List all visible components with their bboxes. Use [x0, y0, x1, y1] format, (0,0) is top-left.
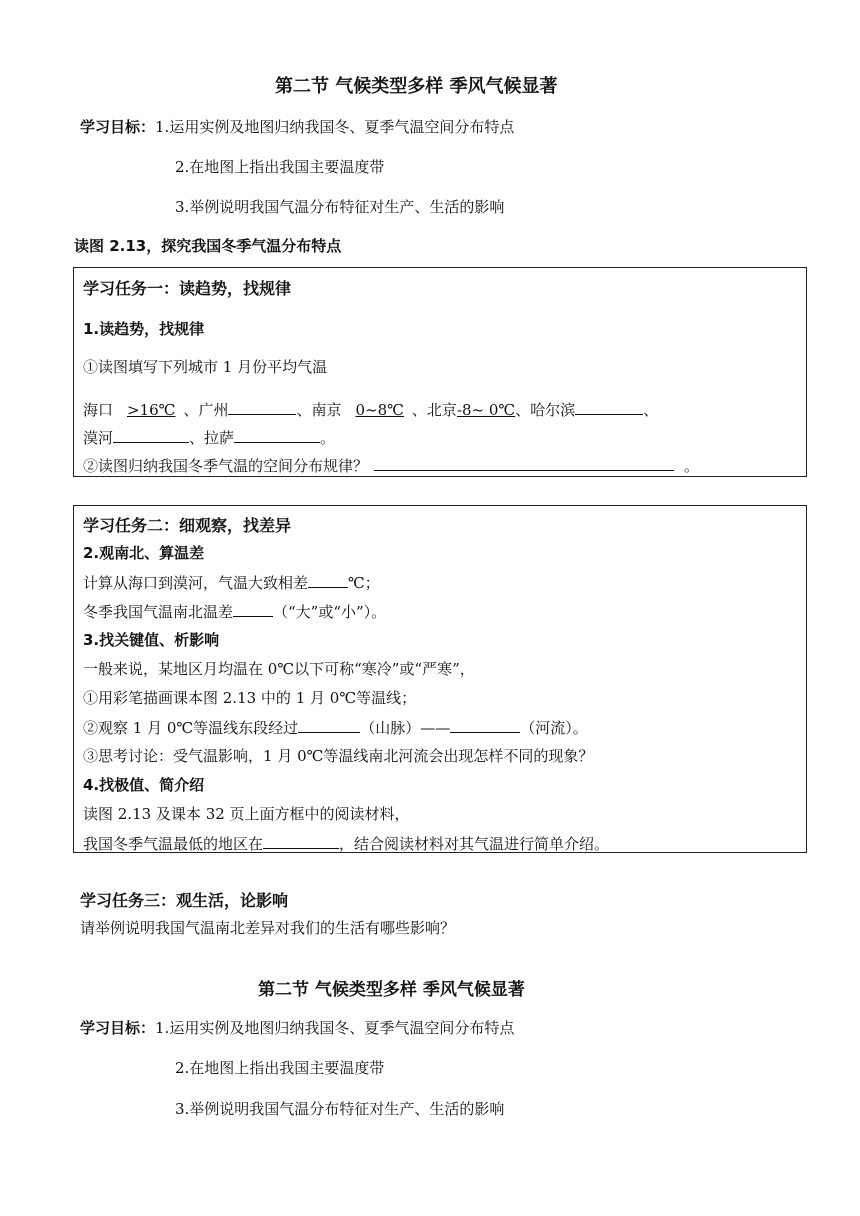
page2-objective-1: 1.运用实例及地图归纳我国冬、夏季气温空间分布特点 — [155, 1019, 515, 1037]
task3-title: 学习任务三：观生活，论影响 — [80, 891, 289, 910]
city-temp-row-2 — [83, 426, 335, 448]
task1-title: 学习任务一：读趋势，找规律 — [83, 279, 292, 298]
task1-subtitle: 1.读趋势，找规律 — [83, 320, 205, 338]
intro-text: 读图 2.13，探究我国冬季气温分布特点 — [74, 237, 342, 255]
task1-question-1: ①读图填写下列城市 1 月份平均气温 — [83, 358, 328, 376]
page2-objective-2: 2.在地图上指出我国主要温度带 — [175, 1059, 385, 1077]
task2-section-3: 3.找关键值、析影响 — [83, 631, 220, 649]
nanjing-value: 0~8℃ — [355, 401, 404, 419]
mountain-label: （山脉）—— — [360, 719, 451, 737]
question-2-text: ②读图归纳我国冬季气温的空间分布规律？ — [83, 457, 369, 475]
coldest-region-tail: ，结合阅读材料对其气温进行简单介绍。 — [339, 835, 610, 853]
task2-title: 学习任务二：细观察，找差异 — [83, 516, 292, 535]
city-beijing: 、北京 — [411, 401, 457, 419]
city-harbin: 、哈尔滨 — [515, 401, 576, 419]
mohe-blank[interactable] — [113, 426, 189, 443]
harbin-blank[interactable] — [575, 398, 643, 415]
coldest-region-line — [83, 832, 609, 854]
city-lasa: 、拉萨 — [189, 429, 235, 447]
river-blank[interactable] — [450, 716, 520, 733]
page2-title: 第二节 气候类型多样 季风气候显著 — [258, 980, 525, 1000]
coldest-region-blank[interactable] — [263, 832, 339, 849]
question-2-blank[interactable] — [374, 454, 674, 471]
separator: 、 — [643, 401, 659, 419]
isotherm-text: ②观察 1 月 0℃等温线东段经过 — [83, 719, 299, 737]
row-end: 。 — [320, 429, 336, 447]
page2-objective-3: 3.举例说明我国气温分布特征对生产、生活的影响 — [175, 1100, 505, 1118]
page2-objectives-row-1 — [80, 1017, 514, 1038]
north-south-diff-line — [83, 600, 386, 622]
task3-question: 请举例说明我国气温南北差异对我们的生活有哪些影响？ — [80, 919, 456, 937]
isotherm-line — [83, 716, 588, 738]
page2-objectives-label: 学习目标： — [80, 1019, 156, 1037]
lasa-blank[interactable] — [234, 426, 320, 443]
city-haikou: 海口 — [83, 401, 114, 419]
temp-diff-text: 计算从海口到漠河，气温大致相差 — [83, 574, 309, 592]
objective-2: 2.在地图上指出我国主要温度带 — [175, 158, 385, 176]
page-title: 第二节 气候类型多样 季风气候显著 — [275, 76, 558, 97]
task2-section-2: 2.观南北、算温差 — [83, 544, 205, 562]
guangzhou-blank[interactable] — [228, 398, 296, 415]
task2-line-7: 读图 2.13 及课本 32 页上面方框中的阅读材料， — [83, 805, 410, 823]
task2-line-6: ③思考讨论：受气温影响，1 月 0℃等温线南北河流会出现怎样不同的现象？ — [83, 747, 594, 765]
task1-question-2 — [83, 454, 699, 476]
objectives-label: 学习目标： — [80, 118, 156, 136]
beijing-value: -8~ 0℃ — [456, 401, 516, 419]
city-mohe: 漠河 — [83, 429, 114, 447]
north-south-blank[interactable] — [233, 600, 273, 617]
objectives-row-1 — [80, 116, 514, 137]
river-label: （河流）。 — [520, 719, 588, 737]
task2-box — [73, 505, 807, 853]
city-nanjing: 、南京 — [296, 401, 342, 419]
city-temp-row-1 — [83, 398, 658, 420]
north-south-options: （“大”或“小”）。 — [273, 603, 387, 621]
objective-1: 1.运用实例及地图归纳我国冬、夏季气温空间分布特点 — [155, 118, 515, 136]
objective-3: 3.举例说明我国气温分布特征对生产、生活的影响 — [175, 198, 505, 216]
question-2-end: 。 — [684, 457, 700, 475]
task2-line-3: 一般来说，某地区月均温在 0℃以下可称“寒冷”或“严寒”， — [83, 660, 475, 678]
task1-box — [73, 267, 807, 477]
task2-line-4: ①用彩笔描画课本图 2.13 中的 1 月 0℃等温线； — [83, 689, 417, 707]
coldest-region-text: 我国冬季气温最低的地区在 — [83, 835, 264, 853]
task2-section-4: 4.找极值、简介绍 — [83, 776, 205, 794]
north-south-text: 冬季我国气温南北温差 — [83, 603, 234, 621]
temp-diff-line — [83, 571, 380, 593]
temp-diff-blank[interactable] — [308, 571, 348, 588]
city-guangzhou: 、广州 — [183, 401, 229, 419]
haikou-value: >16℃ — [127, 401, 176, 419]
mountain-blank[interactable] — [298, 716, 360, 733]
temp-diff-unit: ℃； — [348, 574, 380, 592]
